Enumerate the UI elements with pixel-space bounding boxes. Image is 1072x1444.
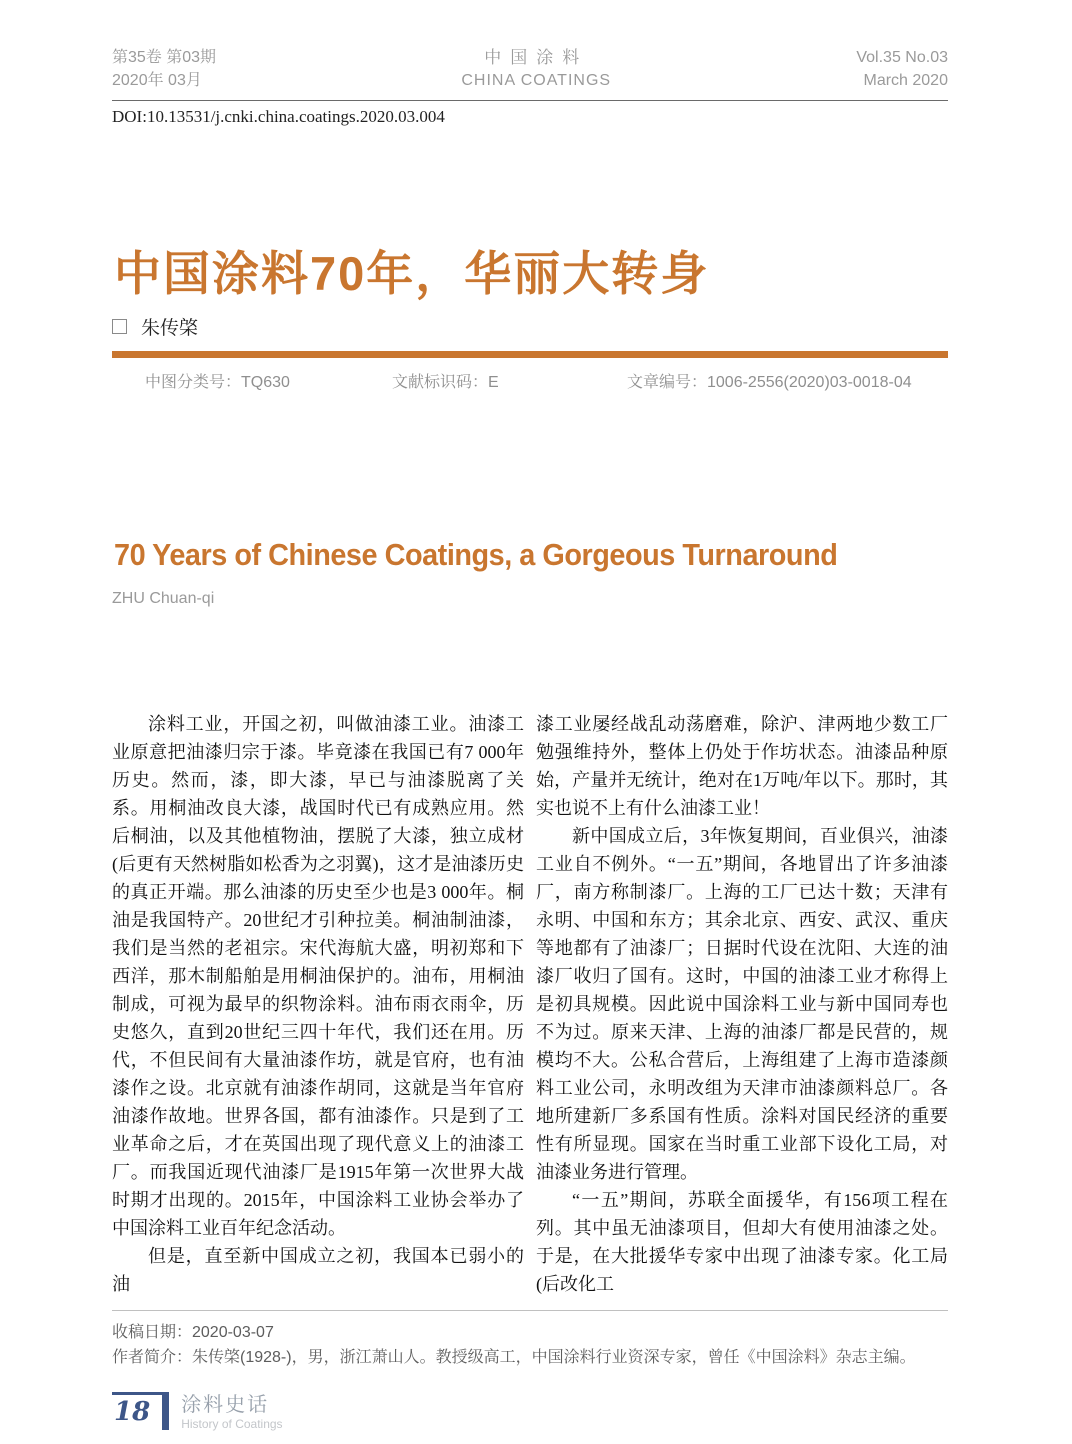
- article-title-cn: 中国涂料70年，华丽大转身: [114, 247, 710, 300]
- date-cn: 2020年 03月: [112, 72, 202, 89]
- issue-info-en: [856, 46, 948, 92]
- accent-divider: [112, 351, 948, 358]
- journal-name-cn: 中国涂料: [484, 48, 589, 67]
- journal-name: [461, 46, 611, 92]
- issue-info-cn: [112, 46, 216, 92]
- page-header: [112, 46, 948, 127]
- received-date: 收稿日期：2020-03-07: [112, 1324, 274, 1341]
- volume-issue-cn: 第35卷 第03期: [112, 49, 217, 66]
- footnote-divider: [112, 1310, 948, 1311]
- article-id: 文章编号：1006-2556(2020)03-0018-04: [627, 374, 912, 391]
- body-paragraph: 涂料工业，开国之初，叫做油漆工业。油漆工业原意把油漆归宗于漆。毕竟漆在我国已有7 000年历史。然而，漆，即大漆，早已与油漆脱离了关系。用桐油改良大漆，战国时代已有成熟应用。然后桐油，以及其他植物油，摆脱了大漆，独立成材(后更有天然树脂如松香为之羽翼)，这才是油漆历史的真正开端。那么油漆的历史至少也是3 000年。桐油是我国特产。20世纪才引种拉美。桐油制油漆，我们是当然的老祖宗。宋代海航大盛，明初郑和下西洋，那木制船舶是用桐油保护的。油布，用桐油制成，可视为最早的织物涂料。油布雨衣雨伞，历史悠久，直到20世纪三四十年代，我们还在用。历代，不但民间有大量油漆作坊，就是官府，也有油漆作之设。北京就有油漆作胡同，这就是当年官府油漆作故地。世界各国，都有油漆作。只是到了工业革命之后，才在英国出现了现代意义上的油漆工厂。而我国近现代油漆厂是1915年第一次世界大战时期才出现的。2015年，中国涂料工业协会举办了中国涂料工业百年纪念活动。: [112, 714, 524, 1238]
- body-column-right: [536, 710, 948, 1298]
- article-title-en: 70 Years of Chinese Coatings, a Gorgeous Turnaround: [114, 537, 838, 572]
- document-code: 文献标识码：E: [392, 374, 499, 391]
- volume-issue-en: Vol.35 No.03: [856, 49, 948, 66]
- clc-number: 中图分类号：TQ630: [145, 374, 290, 391]
- journal-name-en: CHINA COATINGS: [461, 72, 612, 89]
- body-paragraph: 但是，直至新中国成立之初，我国本已弱小的油: [112, 1246, 524, 1294]
- body-column-left: [112, 710, 524, 1298]
- section-name-cn: 涂料史话: [181, 1394, 270, 1416]
- author-name-cn: 朱传棨: [141, 317, 199, 339]
- date-en: March 2020: [863, 72, 948, 89]
- section-name-en: History of Coatings: [181, 1417, 283, 1431]
- footnotes: [112, 1320, 948, 1370]
- page-footer: [112, 1392, 948, 1432]
- author-marker-square-icon: [112, 319, 127, 334]
- section-label: [181, 1392, 282, 1432]
- article-meta-row: [112, 372, 948, 394]
- article-body: [112, 710, 948, 1298]
- doi-line: DOI:10.13531/j.cnki.china.coatings.2020.03.004: [112, 107, 445, 126]
- body-paragraph: 漆工业屡经战乱动荡磨难，除沪、津两地少数工厂勉强维持外，整体上仍处于作坊状态。油漆品种原始，产量并无统计，绝对在1万吨/年以下。那时，其实也说不上有什么油漆工业！: [536, 714, 948, 818]
- masthead: [112, 46, 948, 101]
- author-row: [112, 313, 948, 339]
- page-number: 18: [114, 1397, 151, 1427]
- body-paragraph: “一五”期间，苏联全面援华，有156项工程在列。其中虽无油漆项目，但却大有使用油漆之处。于是，在大批援华专家中出现了油漆专家。化工局(后改化工: [536, 1190, 948, 1294]
- body-paragraph: 新中国成立后，3年恢复期间，百业俱兴，油漆工业自不例外。“一五”期间，各地冒出了许多油漆厂，南方称制漆厂。上海的工厂已达十数；天津有永明、中国和东方；其余北京、西安、武汉、重庆等地都有了油漆厂；日据时代设在沈阳、大连的油漆厂收归了国有。这时，中国的油漆工业才称得上是初具规模。因此说中国涂料工业与新中国同寿也不为过。原来天津、上海的油漆厂都是民营的，规模均不大。公私合营后，上海组建了上海市造漆颜料工业公司，永明改组为天津市油漆颜料总厂。各地所建新厂多系国有性质。涂料对国民经济的重要性有所显现。国家在当时重工业部下设化工局，对油漆业务进行管理。: [536, 826, 948, 1182]
- author-name-en: ZHU Chuan-qi: [112, 590, 215, 607]
- page-number-box: [112, 1392, 169, 1430]
- author-bio: 作者简介：朱传棨(1928-)，男，浙江萧山人。教授级高工，中国涂料行业资深专家，曾任《中国涂料》杂志主编。: [112, 1349, 916, 1366]
